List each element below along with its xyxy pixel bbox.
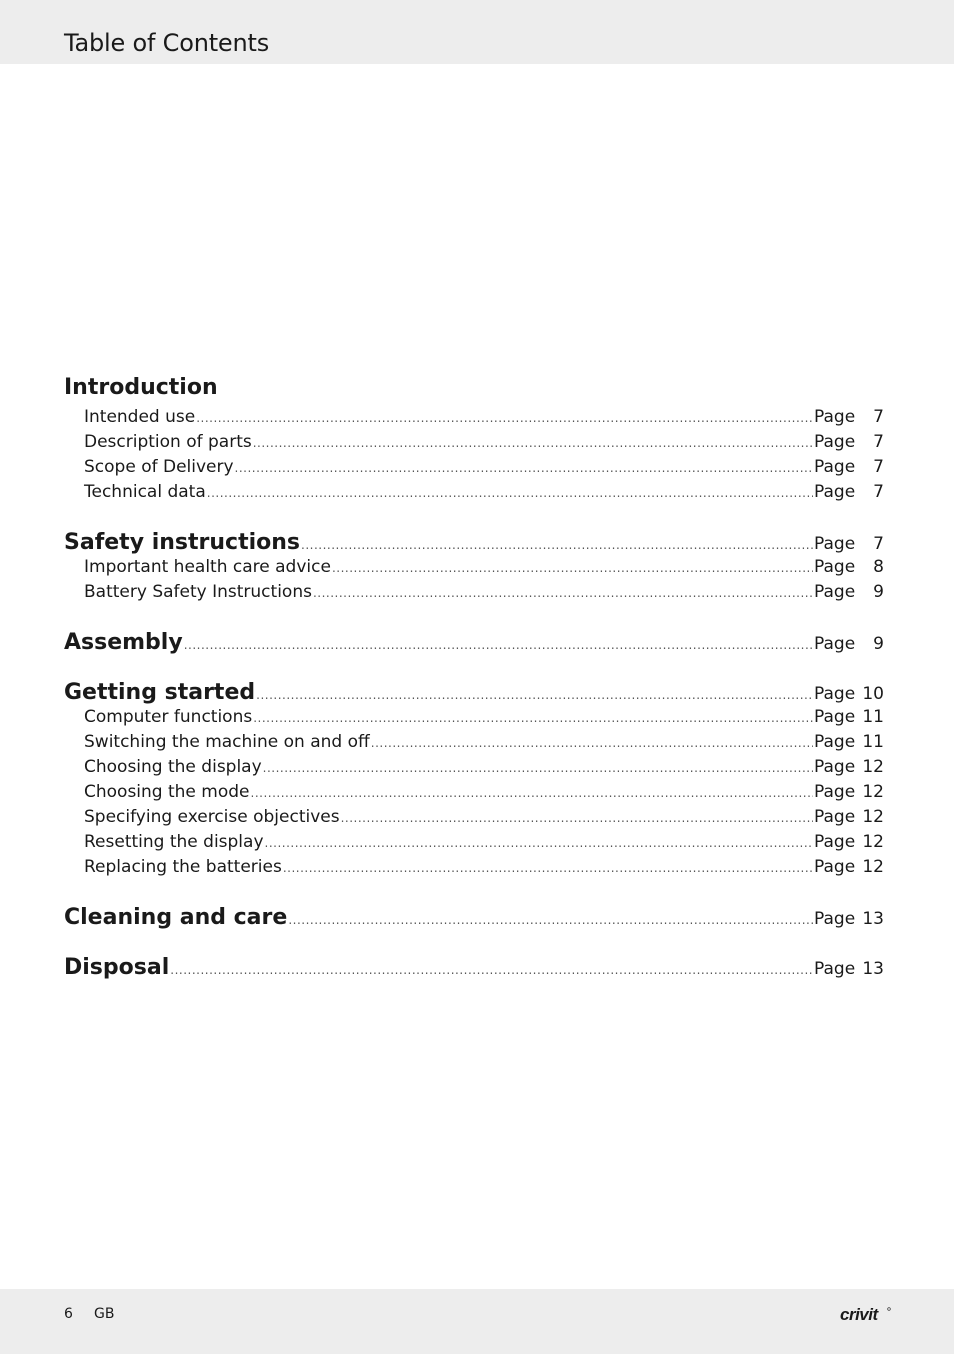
toc-entry-label: Switching the machine on and off <box>84 732 370 752</box>
dot-leader <box>253 431 813 456</box>
page-word: Page <box>814 684 856 704</box>
dot-leader <box>301 533 813 558</box>
toc-section-heading[interactable] <box>64 955 884 980</box>
toc-entry[interactable] <box>64 555 884 580</box>
page-word: Page <box>814 832 856 852</box>
page-number: 8 <box>873 557 884 577</box>
dot-leader <box>283 856 813 881</box>
dot-leader <box>207 481 813 506</box>
page-word: Page <box>814 707 856 727</box>
page-word: Page <box>814 732 856 752</box>
page-word: Page <box>814 407 856 427</box>
toc-entry-label: Technical data <box>84 482 206 502</box>
toc-entry-label: Computer functions <box>84 707 253 727</box>
toc-section-heading[interactable] <box>64 630 884 655</box>
toc-entry[interactable] <box>64 805 884 830</box>
toc-entry[interactable] <box>64 430 884 455</box>
toc-entry[interactable] <box>64 455 884 480</box>
toc-section-heading[interactable] <box>64 530 884 555</box>
toc-section-heading[interactable] <box>64 375 884 405</box>
registered-mark <box>888 1308 891 1311</box>
crivit-logo <box>834 1300 894 1330</box>
page-number: 9 <box>873 582 884 602</box>
toc-entry[interactable] <box>64 780 884 805</box>
toc-entry[interactable] <box>64 730 884 755</box>
toc-entry-label: Resetting the display <box>84 832 264 852</box>
page-number: 12 <box>862 757 884 777</box>
page-word: Page <box>814 807 856 827</box>
dot-leader <box>235 456 813 481</box>
page-number: 9 <box>873 634 884 654</box>
dot-leader <box>184 633 813 658</box>
section-spacer <box>64 505 884 530</box>
toc-entry-label: Description of parts <box>84 432 252 452</box>
page-number: 10 <box>862 684 884 704</box>
toc-entry-label: Replacing the batteries <box>84 857 282 877</box>
page-word: Page <box>814 634 856 654</box>
dot-leader <box>170 958 813 983</box>
dot-leader <box>263 756 813 781</box>
section-spacer <box>64 605 884 630</box>
page-number: 7 <box>873 457 884 477</box>
dot-leader <box>341 806 813 831</box>
dot-leader <box>265 831 813 856</box>
page-number: 13 <box>862 909 884 929</box>
toc-section-heading[interactable] <box>64 680 884 705</box>
toc-entry-label: Choosing the mode <box>84 782 250 802</box>
footer-page-number: 6 <box>64 1306 73 1322</box>
toc-entry[interactable] <box>64 705 884 730</box>
page-number: 12 <box>862 807 884 827</box>
toc-entry[interactable] <box>64 405 884 430</box>
page-word: Page <box>814 757 856 777</box>
toc-entry-label: Important health care advice <box>84 557 331 577</box>
toc-entry[interactable] <box>64 755 884 780</box>
dot-leader <box>313 581 813 606</box>
toc-section-title: Disposal <box>64 955 170 980</box>
toc-section-title: Assembly <box>64 630 183 655</box>
page-number: 12 <box>862 782 884 802</box>
toc-entry-label: Battery Safety Instructions <box>84 582 312 602</box>
toc-section-title: Getting started <box>64 680 256 705</box>
toc-entry[interactable] <box>64 830 884 855</box>
toc-section-title: Cleaning and care <box>64 905 288 930</box>
page-word: Page <box>814 857 856 877</box>
toc-entry-label: Specifying exercise objectives <box>84 807 340 827</box>
dot-leader <box>288 908 813 933</box>
dot-leader <box>196 406 813 431</box>
section-spacer <box>64 655 884 680</box>
footer-band <box>0 1289 954 1354</box>
page-word: Page <box>814 482 856 502</box>
dot-leader <box>332 556 813 581</box>
page-word: Page <box>814 959 856 979</box>
page-number: 7 <box>873 432 884 452</box>
dot-leader <box>371 731 813 756</box>
toc-entry-label: Scope of Delivery <box>84 457 234 477</box>
brand-wordmark: crivit <box>840 1305 878 1324</box>
toc-section-heading[interactable] <box>64 905 884 930</box>
toc-section-title: Introduction <box>64 375 218 400</box>
table-of-contents <box>64 375 884 980</box>
toc-entry[interactable] <box>64 580 884 605</box>
page-number: 11 <box>862 732 884 752</box>
page-number: 7 <box>873 534 884 554</box>
page-number: 12 <box>862 832 884 852</box>
page-number: 7 <box>873 407 884 427</box>
dot-leader <box>253 706 813 731</box>
dot-leader <box>256 683 813 708</box>
page-number: 7 <box>873 482 884 502</box>
page-word: Page <box>814 582 856 602</box>
page-number: 12 <box>862 857 884 877</box>
page-word: Page <box>814 557 856 577</box>
page-number: 11 <box>862 707 884 727</box>
page-word: Page <box>814 457 856 477</box>
section-spacer <box>64 880 884 905</box>
page-number: 13 <box>862 959 884 979</box>
page-word: Page <box>814 909 856 929</box>
page-title: Table of Contents <box>64 29 270 57</box>
footer-language-code: GB <box>94 1306 115 1322</box>
page-word: Page <box>814 432 856 452</box>
toc-entry-label: Intended use <box>84 407 196 427</box>
toc-entry[interactable] <box>64 855 884 880</box>
section-spacer <box>64 930 884 955</box>
page-word: Page <box>814 782 856 802</box>
dot-leader <box>251 781 813 806</box>
toc-section-title: Safety instructions <box>64 530 300 555</box>
page-word: Page <box>814 534 856 554</box>
toc-entry[interactable] <box>64 480 884 505</box>
toc-entry-label: Choosing the display <box>84 757 262 777</box>
